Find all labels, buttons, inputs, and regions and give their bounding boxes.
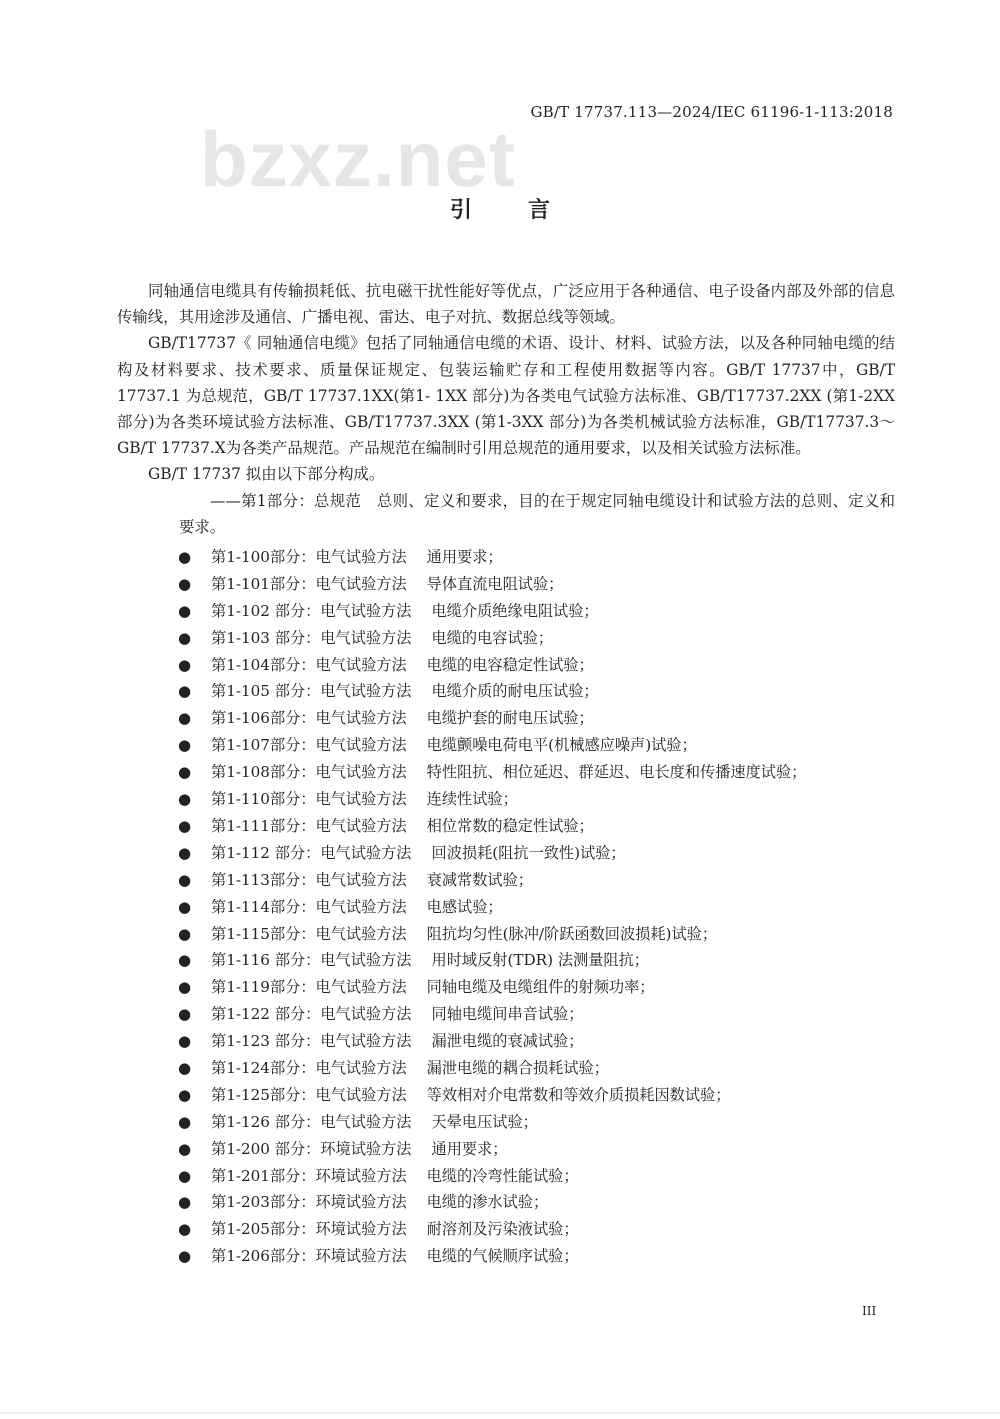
section-title: 引言 <box>449 197 606 223</box>
list-item <box>178 921 895 948</box>
list-item <box>178 705 895 732</box>
list-item <box>178 544 895 571</box>
part-label: 第1-124部分：电气试验方法 <box>211 1058 407 1077</box>
part-description: 回波损耗(阻抗一致性)试验； <box>431 843 626 862</box>
part-description: 导体直流电阻试验； <box>426 574 564 593</box>
bullet-icon: ● <box>178 655 192 674</box>
part-description: 电缆介质绝缘电阻试验； <box>431 601 599 620</box>
part-label: 第1-100部分：电气试验方法 <box>211 548 407 567</box>
part-description: 通用要求； <box>426 548 503 567</box>
part-label: 第1-114部分：电气试验方法 <box>211 897 407 916</box>
list-item <box>178 813 895 840</box>
list-item <box>178 1216 895 1243</box>
part-description: 电缆护套的耐电压试验； <box>426 709 594 728</box>
part-description: 电缆介质的耐电压试验； <box>431 682 599 701</box>
bullet-icon: ● <box>178 870 192 889</box>
part-label: 第1-203部分：环境试验方法 <box>211 1193 407 1212</box>
introduction-body <box>117 278 895 1270</box>
part-label: 第1-105 部分：电气试验方法 <box>211 682 412 701</box>
bullet-icon: ● <box>178 1085 192 1104</box>
part-label: 第1-205部分：环境试验方法 <box>211 1220 407 1239</box>
bullet-icon: ● <box>178 574 192 593</box>
part-description: 通用要求； <box>431 1139 508 1158</box>
part-description: 电感试验； <box>426 897 503 916</box>
bullet-icon: ● <box>178 816 192 835</box>
part-label: 第1-116 部分：电气试验方法 <box>211 951 412 970</box>
page-edge <box>0 1412 1000 1414</box>
part-label: 第1-115部分：电气试验方法 <box>211 924 407 943</box>
list-item <box>178 678 895 705</box>
part-label: 第1-122 部分：电气试验方法 <box>211 1005 412 1024</box>
page-number: III <box>862 1304 877 1318</box>
list-item <box>178 571 895 598</box>
bullet-icon: ● <box>178 1166 192 1185</box>
list-item <box>178 1189 895 1216</box>
part-label: 第1-206部分：环境试验方法 <box>211 1247 407 1266</box>
part-label: 第1-101部分：电气试验方法 <box>211 574 407 593</box>
part-label: 第1-200 部分：环境试验方法 <box>211 1139 412 1158</box>
part-description: 电缆的电容试验； <box>431 628 553 647</box>
part-description: 衰减常数试验； <box>426 870 533 889</box>
document-header: GB/T 17737.113—2024/IEC 61196-1-113:2018 <box>530 103 893 121</box>
bullet-icon: ● <box>178 601 192 620</box>
part-description: 特性阻抗、相位延迟、群延迟、电长度和传播速度试验； <box>426 763 807 782</box>
part-label: 第1-201部分：环境试验方法 <box>211 1166 407 1185</box>
part-description: 漏泄电缆的耦合损耗试验； <box>426 1058 609 1077</box>
bullet-icon: ● <box>178 843 192 862</box>
bullet-icon: ● <box>178 1005 192 1024</box>
part-description: 电缆的气候顺序试验； <box>426 1247 579 1266</box>
part-description: 耐溶剂及污染液试验； <box>426 1220 579 1239</box>
bullet-icon: ● <box>178 709 192 728</box>
list-item <box>178 840 895 867</box>
part-description: 电缆的电容稳定性试验； <box>426 655 594 674</box>
list-item <box>178 598 895 625</box>
part-description: 同轴电缆间串音试验； <box>431 1005 584 1024</box>
part-label: 第1-125部分：电气试验方法 <box>211 1085 407 1104</box>
bullet-icon: ● <box>178 1193 192 1212</box>
part-description: 同轴电缆及电缆组件的射频功率； <box>426 978 655 997</box>
list-item <box>178 1163 895 1190</box>
bullet-icon: ● <box>178 1220 192 1239</box>
part-label: 第1-112 部分：电气试验方法 <box>211 843 412 862</box>
parts-list <box>178 544 895 1270</box>
list-item <box>178 1082 895 1109</box>
bullet-icon: ● <box>178 1058 192 1077</box>
part-description: 相位常数的稳定性试验； <box>426 816 594 835</box>
list-item <box>178 625 895 652</box>
list-item <box>178 786 895 813</box>
list-item <box>178 652 895 679</box>
bullet-icon: ● <box>178 682 192 701</box>
part-label: 第1-108部分：电气试验方法 <box>211 763 407 782</box>
list-item <box>178 867 895 894</box>
bullet-icon: ● <box>178 736 192 755</box>
list-item <box>178 1243 895 1270</box>
bullet-icon: ● <box>178 548 192 567</box>
bullet-icon: ● <box>178 951 192 970</box>
part-label: 第1-113部分：电气试验方法 <box>211 870 407 889</box>
part-description: 阻抗均匀性(脉冲/阶跃函数回波损耗)试验； <box>426 924 718 943</box>
bullet-icon: ● <box>178 628 192 647</box>
list-item <box>178 974 895 1001</box>
list-item <box>178 1109 895 1136</box>
bullet-icon: ● <box>178 1032 192 1051</box>
list-item <box>178 1001 895 1028</box>
part-label: 第1-126 部分：电气试验方法 <box>211 1112 412 1131</box>
part-label: 第1-111部分：电气试验方法 <box>211 816 407 835</box>
list-item <box>178 894 895 921</box>
part-label: 第1-123 部分：电气试验方法 <box>211 1032 412 1051</box>
part-description: 电缆颤噪电荷电平(机械感应噪声)试验； <box>426 736 697 755</box>
part-label: 第1-107部分：电气试验方法 <box>211 736 407 755</box>
part-label: 第1-103 部分：电气试验方法 <box>211 628 412 647</box>
paragraph: GB/T17737《 同轴通信电缆》包括了同轴通信电缆的术语、设计、材料、试验方法，以及各种同轴电缆的结构及材料要求、技术要求、质量保证规定、包装运输贮存和工程使用数据等内容。GB/T 17737中，GB/T 17737.1 为总规范，GB/T 17737.1XX(第1- 1XX 部分)为各类电气试验方法标准、GB/T17737.2XX (第1-2XX 部分)为各类环境试验方法标准、GB/T17737.3XX (第1-3XX 部分)为各类机械试验方法标准，GB/T17737.3～GB/T 17737.X为各类产品规范。产品规范在编制时引用总规范的通用要求，以及相关试验方法标准。 <box>117 334 895 458</box>
bullet-icon: ● <box>178 1139 192 1158</box>
bullet-icon: ● <box>178 924 192 943</box>
list-item <box>178 732 895 759</box>
part-description: 电缆的渗水试验； <box>426 1193 549 1212</box>
watermark: bzxz.net <box>200 115 516 203</box>
part-label: 第1-106部分：电气试验方法 <box>211 709 407 728</box>
part-description: 电缆的冷弯性能试验； <box>426 1166 579 1185</box>
part-label: 第1-102 部分：电气试验方法 <box>211 601 412 620</box>
list-item <box>178 947 895 974</box>
part-description: 连续性试验； <box>426 790 518 809</box>
part-label: 第1-119部分：电气试验方法 <box>211 978 407 997</box>
bullet-icon: ● <box>178 790 192 809</box>
list-item <box>178 1028 895 1055</box>
bullet-icon: ● <box>178 897 192 916</box>
part-label: 第1-110部分：电气试验方法 <box>211 790 407 809</box>
list-item <box>178 759 895 786</box>
paragraph: 同轴通信电缆具有传输损耗低、抗电磁干扰性能好等优点，广泛应用于各种通信、电子设备内部及外部的信息传输线，其用途涉及通信、广播电视、雷达、电子对抗、数据总线等领域。 <box>117 282 895 327</box>
bullet-icon: ● <box>178 1112 192 1131</box>
part-description: 天晕电压试验； <box>431 1112 538 1131</box>
list-item <box>178 1055 895 1082</box>
dash-list-item: ——第1部分：总规范 总则、定义和要求，目的在于规定同轴电缆设计和试验方法的总则、定义和要求。 <box>179 491 895 536</box>
part-description: 漏泄电缆的衰减试验； <box>431 1032 584 1051</box>
bullet-icon: ● <box>178 1247 192 1266</box>
part-description: 用时域反射(TDR) 法测量阻抗； <box>431 951 649 970</box>
paragraph: GB/T 17737 拟由以下部分构成。 <box>148 465 385 484</box>
part-label: 第1-104部分：电气试验方法 <box>211 655 407 674</box>
bullet-icon: ● <box>178 763 192 782</box>
part-description: 等效相对介电常数和等效介质损耗因数试验； <box>426 1085 731 1104</box>
list-item <box>178 1136 895 1163</box>
bullet-icon: ● <box>178 978 192 997</box>
